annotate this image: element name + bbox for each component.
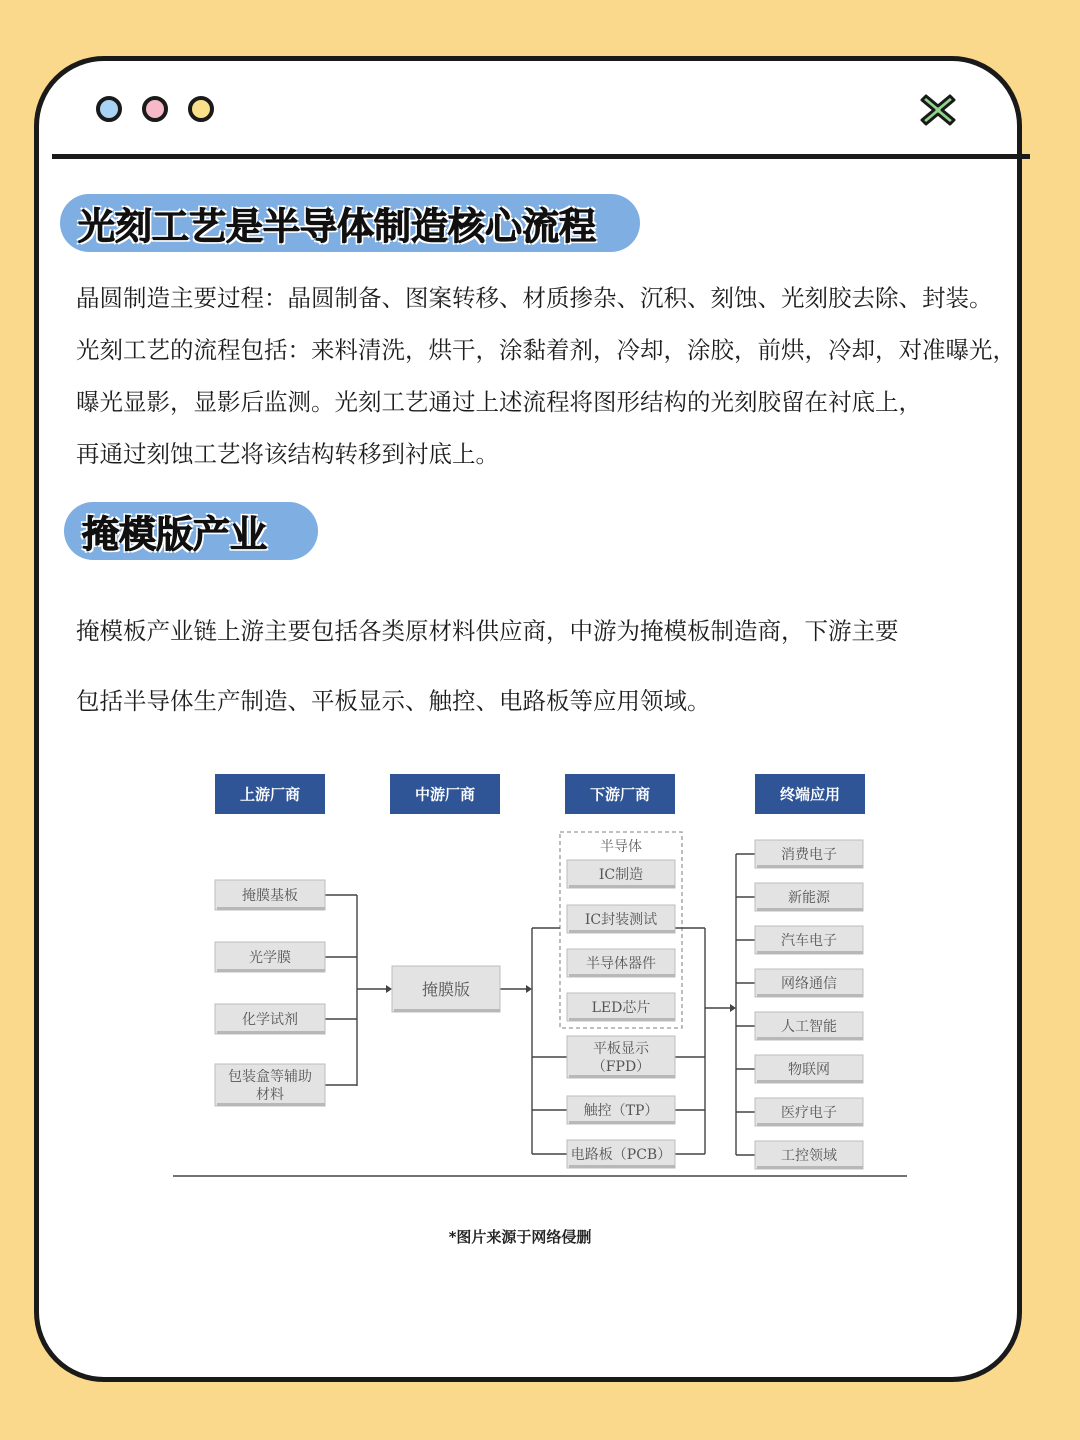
terminal-box: [755, 1055, 863, 1083]
upstream-box-label: 掩膜基板: [242, 888, 298, 905]
terminal-box-label: 汽车电子: [781, 933, 837, 950]
terminal-box-label: 人工智能: [781, 1019, 837, 1036]
downstream-semi-box: [567, 860, 675, 888]
terminal-box: [755, 840, 863, 868]
upstream-box: [215, 880, 325, 910]
lithography-paragraph: [76, 272, 1016, 480]
window-dot-pink[interactable]: [142, 96, 168, 122]
terminal-box-label: 新能源: [788, 890, 830, 907]
terminal-box: [755, 926, 863, 954]
terminal-box: [755, 969, 863, 997]
downstream-box-label: 触控（TP）: [583, 1103, 659, 1120]
terminal-box: [755, 1012, 863, 1040]
terminal-box-label: 消费电子: [781, 847, 837, 864]
title-bar-divider: [52, 154, 1030, 159]
paragraph-line: 掩模板产业链上游主要包括各类原材料供应商，中游为掩模板制造商，下游主要: [76, 617, 899, 645]
column-header: [755, 774, 865, 814]
semiconductor-group-label: 半导体: [600, 839, 642, 855]
downstream-semi-box: [567, 949, 675, 977]
paragraph-line: 光刻工艺的流程包括：来料清洗，烘干，涂黏着剂，冷却，涂胶，前烘，冷却，对准曝光，: [76, 336, 1016, 364]
downstream-semi-box-label: IC封装测试: [584, 912, 658, 929]
downstream-semi-box: [567, 905, 675, 933]
close-x-icon[interactable]: [918, 90, 958, 130]
upstream-box-label: 光学膜: [249, 950, 291, 967]
downstream-semi-box-label: IC制造: [598, 867, 644, 884]
column-header-label: 下游厂商: [589, 785, 651, 804]
downstream-box: [567, 1036, 675, 1078]
upstream-box-label: 化学试剂: [242, 1012, 298, 1029]
mask-arrow-icon: [526, 985, 532, 993]
terminal-box: [755, 883, 863, 911]
image-source-note: *图片来源于网络侵删: [448, 1228, 592, 1246]
downstream-box-label: 电路板（PCB）: [570, 1147, 672, 1164]
upstream-box: [215, 942, 325, 972]
terminal-box-label: 医疗电子: [781, 1105, 837, 1122]
column-header: [390, 774, 500, 814]
window-dot-yellow[interactable]: [188, 96, 214, 122]
paragraph-line: 晶圆制造主要过程：晶圆制备、图案转移、材质掺杂、沉积、刻蚀、光刻胶去除、封装。: [76, 284, 993, 312]
section-heading-mask-industry: 掩模版产业: [64, 502, 318, 560]
downstream-box: [567, 1096, 675, 1124]
downstream-semi-box: [567, 993, 675, 1021]
downstream-box-label: 平板显示: [593, 1041, 649, 1058]
downstream-semi-box-label: 半导体器件: [586, 956, 656, 973]
downstream-semi-box-label: LED芯片: [591, 1000, 651, 1017]
terminal-box-label: 物联网: [788, 1062, 830, 1079]
upstream-arrow-icon: [386, 985, 392, 993]
section-heading-lithography: 光刻工艺是半导体制造核心流程: [60, 194, 640, 252]
downstream-arrow-icon: [730, 1004, 736, 1012]
terminal-box-label: 网络通信: [781, 976, 837, 993]
mask-box-label: 掩膜版: [421, 979, 471, 999]
column-header-label: 终端应用: [779, 785, 841, 804]
paragraph-line: 再通过刻蚀工艺将该结构转移到衬底上。: [76, 440, 499, 468]
downstream-box: [567, 1140, 675, 1168]
upstream-box: [215, 1004, 325, 1034]
terminal-box-label: 工控领域: [781, 1148, 837, 1165]
paragraph-line: 包括半导体生产制造、平板显示、触控、电路板等应用领域。: [76, 687, 711, 715]
column-header-label: 上游厂商: [239, 785, 301, 804]
terminal-box: [755, 1098, 863, 1126]
terminal-box: [755, 1141, 863, 1169]
window-dot-blue[interactable]: [96, 96, 122, 122]
column-header: [565, 774, 675, 814]
mask-industry-paragraph: [76, 596, 1006, 736]
column-header-label: 中游厂商: [414, 785, 476, 804]
paragraph-line: 曝光显影，显影后监测。光刻工艺通过上述流程将图形结构的光刻胶留在衬底上，: [76, 388, 922, 416]
upstream-box-label: 材料: [256, 1087, 284, 1104]
mask-box: [392, 966, 500, 1012]
column-header: [215, 774, 325, 814]
upstream-box-label: 包装盒等辅助: [228, 1069, 312, 1086]
industry-chain-diagram: [170, 768, 910, 1182]
downstream-box-label: （FPD）: [591, 1059, 651, 1076]
upstream-box: [215, 1064, 325, 1106]
